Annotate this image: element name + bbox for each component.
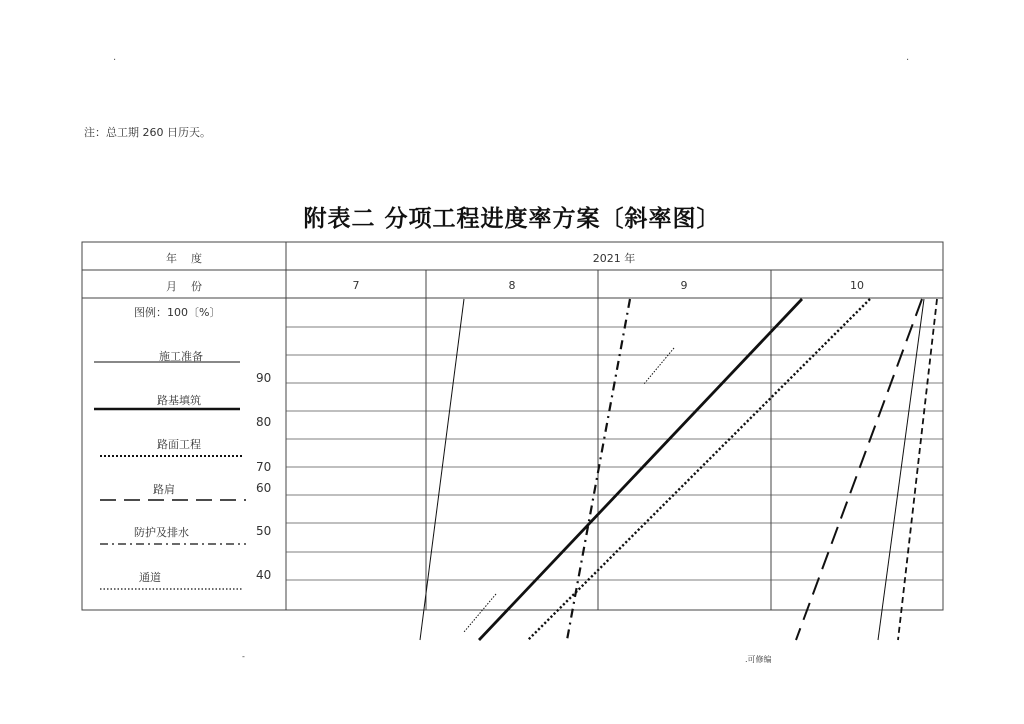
scale-70: 70 [256, 460, 272, 474]
month-8: 8 [508, 279, 516, 292]
year-value: 2021 年 [592, 252, 636, 265]
page-title: 附表二 分项工程进度率方案〔斜率图〕 [303, 206, 721, 232]
footer-left-mark: - [242, 652, 245, 661]
legend-label-pavement: 路面工程 [157, 438, 201, 451]
scale-60: 60 [256, 481, 272, 495]
legend-label-shoulder: 路肩 [153, 483, 175, 496]
scale-50: 50 [256, 524, 272, 538]
short-dotted-segment-upper [644, 348, 674, 384]
month-9: 9 [680, 279, 688, 292]
table-border [82, 242, 943, 610]
slope-line-site-preparation [420, 299, 464, 640]
legend-label-culvert: 通道 [139, 571, 161, 584]
corner-mark-right: . [906, 52, 910, 63]
month-row-label: 月 份 [166, 280, 202, 293]
month-7: 7 [352, 279, 360, 292]
scale-80: 80 [256, 415, 272, 429]
legend-label-site-preparation: 施工准备 [159, 350, 203, 363]
year-row-label: 年 度 [166, 252, 202, 265]
legend-label-subgrade-fill: 路基填筑 [157, 394, 201, 407]
slope-line-pavement [528, 299, 870, 640]
month-10: 10 [850, 279, 864, 292]
duration-note: 注：总工期 260 日历天。 [84, 126, 211, 139]
slope-line-subgrade-fill [479, 299, 802, 640]
legend-title: 图例：100〔%〕 [134, 306, 221, 319]
scale-40: 40 [256, 568, 272, 582]
corner-mark-left: . [113, 52, 117, 63]
footer-right-mark: .可修编 [745, 655, 772, 664]
scale-90: 90 [256, 371, 272, 385]
chart-row-lines [286, 327, 943, 580]
legend-label-protection-drainage: 防护及排水 [134, 526, 189, 539]
